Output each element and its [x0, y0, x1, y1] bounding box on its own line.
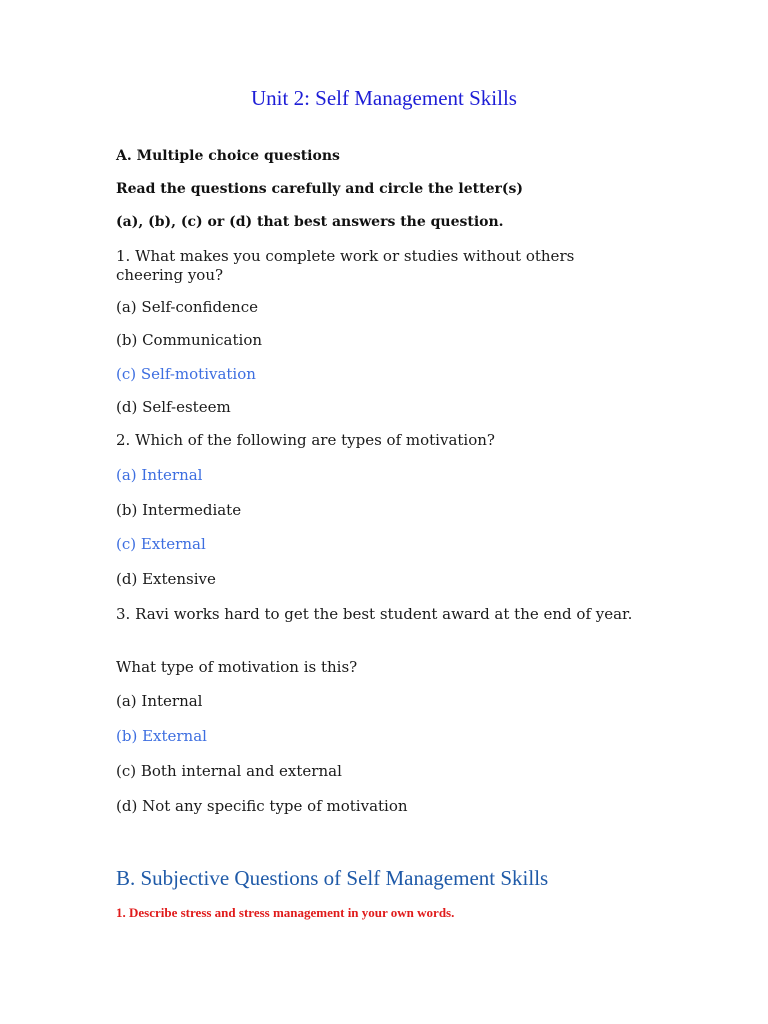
- section-b-heading: B. Subjective Questions of Self Management Skills: [116, 866, 549, 890]
- q1-option-b: (b) Communication: [116, 331, 263, 349]
- question-1-text: 1. What makes you complete work or studies without others cheering you?: [116, 247, 575, 284]
- q2-option-c-answer: (c) External: [116, 535, 206, 553]
- question-3-text: 3. Ravi works hard to get the best student award at the end of year.: [116, 605, 633, 623]
- question-2-text: 2. Which of the following are types of motivation?: [116, 431, 495, 449]
- question-3-subtext: What type of motivation is this?: [116, 658, 358, 676]
- q2-option-d: (d) Extensive: [116, 570, 216, 588]
- unit-title: Unit 2: Self Management Skills: [251, 86, 517, 110]
- instruction-line-1: Read the questions carefully and circle the letter(s): [116, 181, 523, 197]
- q3-option-d: (d) Not any specific type of motivation: [116, 797, 408, 815]
- q1-option-a: (a) Self-confidence: [116, 298, 258, 316]
- q1-option-c-answer: (c) Self-motivation: [116, 365, 256, 383]
- q2-option-a-answer: (a) Internal: [116, 466, 203, 484]
- q3-option-a: (a) Internal: [116, 692, 203, 710]
- section-b-question-1: 1. Describe stress and stress management in your own words.: [116, 905, 455, 920]
- q3-option-b-answer: (b) External: [116, 727, 207, 745]
- q1-option-d: (d) Self-esteem: [116, 398, 231, 416]
- q2-option-b: (b) Intermediate: [116, 501, 242, 519]
- instruction-line-2: (a), (b), (c) or (d) that best answers the question.: [116, 214, 504, 230]
- q3-option-c: (c) Both internal and external: [116, 762, 342, 780]
- section-a-heading: A. Multiple choice questions: [116, 148, 340, 164]
